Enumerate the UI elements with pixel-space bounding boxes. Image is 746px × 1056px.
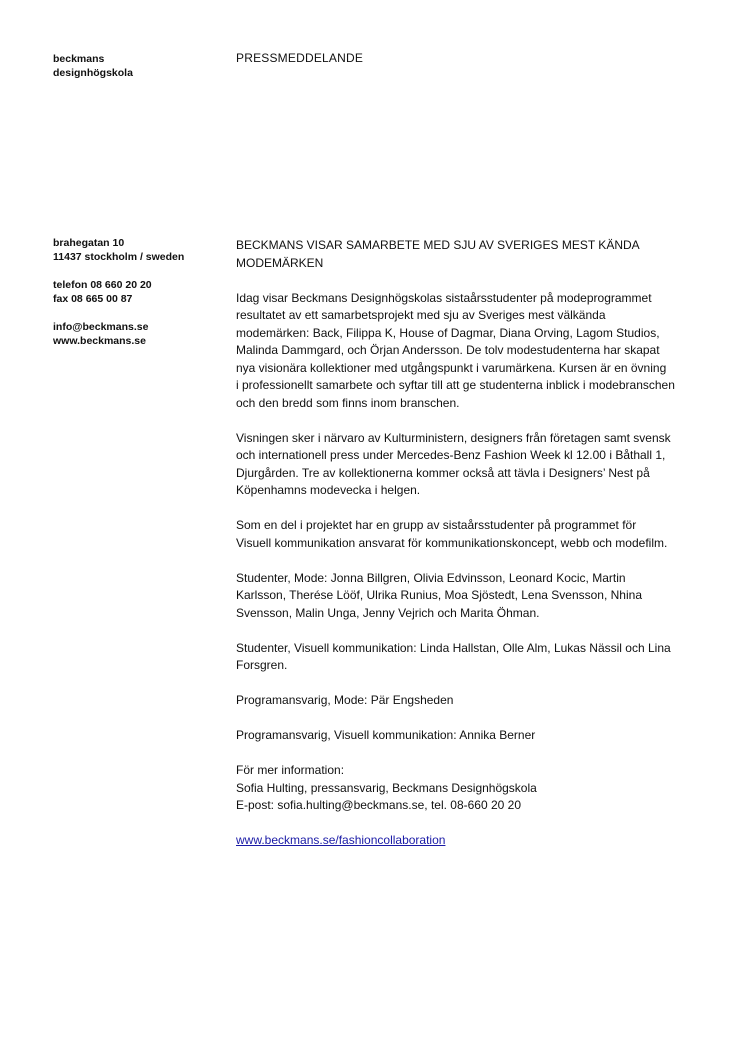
paragraph-line: Som en del i projektet har en grupp av sistaårsstudenter på programmet för xyxy=(236,518,637,532)
paragraph-line: Malinda Dammgard, och Örjan Andersson. De tolv modestudenterna har skapat xyxy=(236,343,660,357)
paragraph-show xyxy=(236,430,696,500)
paragraph-line: Sofia Hulting, pressansvarig, Beckmans Designhögskola xyxy=(236,780,537,795)
headline-line: MODEMÄRKEN xyxy=(236,255,324,270)
paragraph-line: modemärken: Back, Filippa K, House of Dagmar, Diana Orving, Lagom Studios, xyxy=(236,325,660,340)
brand-subtitle: designhögskola xyxy=(53,67,133,79)
paragraph-line: Djurgården. Tre av kollektionerna kommer också att tävla i Designers’ Nest på xyxy=(236,465,650,480)
paragraph-line: Forsgren. xyxy=(236,658,288,672)
paragraph-line: nya visionära kollektioner med utgångspunkt i varumärkena. Kursen är en övning xyxy=(236,360,667,375)
press-release-body xyxy=(236,237,696,867)
document-type-label: PRESSMEDDELANDE xyxy=(236,51,364,65)
address-street: brahegatan 10 xyxy=(53,237,125,249)
web-block xyxy=(53,320,184,348)
paragraph-line: Köpenhamns modevecka i helgen. xyxy=(236,483,421,497)
paragraph-line: och den bredd som finns inom branschen. xyxy=(236,395,460,410)
paragraph-line: och internationell press under Mercedes-Benz Fashion Week kl 12.00 i Båthall 1, xyxy=(236,448,666,462)
headline-line: BECKMANS VISAR SAMARBETE MED SJU AV SVERIGES MEST KÄNDA xyxy=(236,238,640,252)
paragraph-line: i professionellt samarbete och syftar till att ge studenterna inblick i modebranschen xyxy=(236,378,675,392)
email-address[interactable]: info@beckmans.se xyxy=(53,321,149,333)
paragraph-line: För mer information: xyxy=(236,763,345,777)
contact-block xyxy=(53,236,184,362)
paragraph-line: E-post: sofia.hulting@beckmans.se, tel. 08-660 20 20 xyxy=(236,798,522,812)
paragraph-line: Studenter, Visuell kommunikation: Linda Hallstan, Olle Alm, Lukas Nässil och Lina xyxy=(236,640,671,655)
paragraph-line: Svensson, Malin Unga, Jenny Vejrich och Marita Öhman. xyxy=(236,605,540,620)
paragraph-program-lead-visual xyxy=(236,727,696,745)
paragraph-line: Karlsson, Therése Lööf, Ulrika Runius, Moa Sjöstedt, Lena Svensson, Nhina xyxy=(236,588,642,602)
paragraph-communication xyxy=(236,517,696,552)
fashion-collaboration-link[interactable]: www.beckmans.se/fashioncollaboration xyxy=(236,833,446,847)
paragraph-line: Programansvarig, Mode: Pär Engsheden xyxy=(236,693,454,707)
paragraph-more-info xyxy=(236,762,696,815)
address-block xyxy=(53,236,184,264)
paragraph-line: resultatet av ett samarbetsprojekt med sju av Sveriges mest välkända xyxy=(236,308,606,322)
headline xyxy=(236,237,696,272)
brand-logo-text xyxy=(53,52,133,80)
paragraph-students-fashion xyxy=(236,570,696,623)
brand-name: beckmans xyxy=(53,53,105,65)
paragraph-program-lead-fashion xyxy=(236,692,696,710)
phone-number: telefon 08 660 20 20 xyxy=(53,279,152,291)
paragraph-link xyxy=(236,832,696,850)
paragraph-intro xyxy=(236,290,696,413)
paragraph-line: Visningen sker i närvaro av Kulturministern, designers från företagen samt svensk xyxy=(236,430,671,445)
website-address[interactable]: www.beckmans.se xyxy=(53,335,146,347)
fax-number: fax 08 665 00 87 xyxy=(53,293,133,305)
address-city: 11437 stockholm / sweden xyxy=(53,251,185,263)
paragraph-line: Programansvarig, Visuell kommunikation: Annika Berner xyxy=(236,728,536,742)
paragraph-line: Visuell kommunikation ansvarat för kommunikationskoncept, webb och modefilm. xyxy=(236,535,668,550)
paragraph-line: Idag visar Beckmans Designhögskolas sistaårsstudenter på modeprogrammet xyxy=(236,290,652,305)
paragraph-students-visual xyxy=(236,640,696,675)
phone-block xyxy=(53,278,184,306)
paragraph-line: Studenter, Mode: Jonna Billgren, Olivia Edvinsson, Leonard Kocic, Martin xyxy=(236,570,626,585)
